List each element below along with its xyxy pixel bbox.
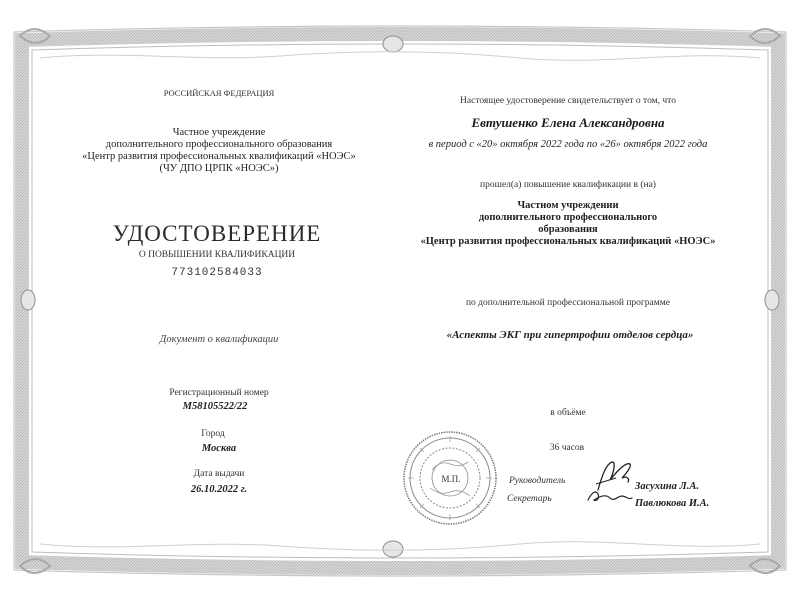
training-org-line-4: «Центр развития профессиональных квалификаций «НОЭС»	[420, 236, 716, 247]
certificate-title: УДОСТОВЕРЕНИЕ	[112, 221, 322, 246]
intro-text: Настоящее удостоверение свидетельствует о том, что	[460, 96, 676, 106]
city-label: Город	[201, 429, 225, 439]
issuer-line-1: Частное учреждение	[172, 127, 266, 138]
secretary-label: Секретарь	[507, 494, 552, 504]
secretary-signature	[586, 486, 634, 508]
issuer-line-2: дополнительного профессионального образования	[105, 139, 333, 150]
program-label: по дополнительной профессиональной программе	[465, 298, 671, 308]
volume-value: 36 часов	[549, 443, 585, 453]
registration-label: Регистрационный номер	[169, 388, 269, 398]
issue-date-label: Дата выдачи	[193, 469, 245, 479]
training-org-line-3: образования	[538, 224, 598, 235]
registration-number: М58105522/22	[182, 401, 248, 412]
certificate-number: 773102584033	[171, 267, 263, 279]
recipient-name: Евтушенко Елена Александровна	[471, 115, 665, 130]
issue-date-value: 26.10.2022 г.	[190, 484, 248, 495]
stamp-mark: М.П.	[441, 474, 461, 484]
head-label: Руководитель	[509, 476, 566, 486]
training-org-line-1: Частном учреждении	[517, 200, 619, 211]
secretary-name: Павлюкова И.А.	[635, 498, 710, 509]
issuer-line-3: «Центр развития профессиональных квалификаций «НОЭС»	[82, 151, 356, 162]
training-org-line-2: дополнительного профессионального	[478, 212, 658, 223]
city-value: Москва	[201, 443, 237, 454]
issuer-line-4: (ЧУ ДПО ЦРПК «НОЭС»)	[159, 163, 279, 174]
certificate-subtitle: О ПОВЫШЕНИИ КВАЛИФИКАЦИИ	[138, 250, 296, 260]
country-label: РОССИЙСКАЯ ФЕДЕРАЦИЯ	[163, 88, 275, 98]
passed-text: прошел(а) повышение квалификации в (на)	[480, 180, 656, 190]
volume-label: в объёме	[550, 408, 586, 418]
document-type: Документ о квалификации	[159, 334, 279, 345]
training-period: в период с «20» октября 2022 года по «26» октября 2022 года	[428, 139, 708, 150]
program-name: «Аспекты ЭКГ при гипертрофии отделов сердца»	[446, 329, 694, 341]
head-name: Засухина Л.А.	[635, 481, 699, 492]
